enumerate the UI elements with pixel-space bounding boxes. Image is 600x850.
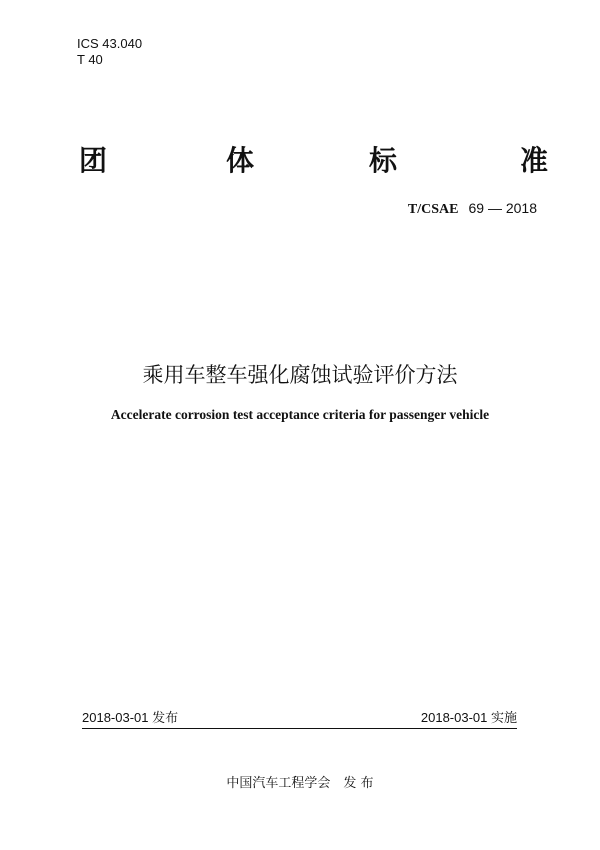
ics-code: ICS 43.040	[77, 36, 143, 51]
standard-type-char: 团	[79, 144, 108, 177]
standard-type-char: 体	[226, 144, 255, 177]
standard-code	[408, 200, 537, 218]
standard-code-prefix: T/CSAE	[407, 202, 459, 217]
publisher: 中国汽车工程学会 发 布	[226, 776, 374, 791]
title-chinese: 乘用车整车强化腐蚀试验评价方法	[142, 363, 458, 387]
title-english: Accelerate corrosion test acceptance criteria for passenger vehicle	[110, 407, 490, 422]
issue-date: 2018-03-01 发布	[82, 710, 179, 725]
standard-type-char: 标	[369, 144, 398, 177]
standard-code-number: 69 — 2018	[468, 200, 537, 216]
ccs-code: T 40	[77, 52, 103, 67]
implement-date: 2018-03-01 实施	[420, 710, 517, 725]
divider-line	[82, 728, 517, 729]
standard-type-char: 准	[520, 144, 549, 177]
